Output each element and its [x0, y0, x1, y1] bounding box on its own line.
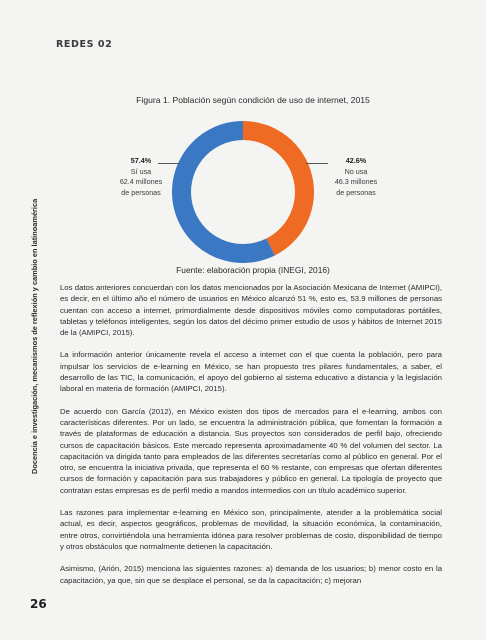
- label-pct: 57.4%: [130, 156, 152, 165]
- chart-label-no-usa: [327, 156, 385, 198]
- paragraph: Los datos anteriores concuerdan con los datos mencionados por la Asociación Mexicana de Internet (AMIPCI), es decir, en el último año el número de usuarios en México alcanzó 51 %, esto es, 53.9 millones de personas cuentan con acceso a internet, primordialmente desde dispositivos móviles como computadoras portátiles, tabletas y teléfonos inteligentes, según los datos del décimo primer estudio de usos y hábitos de Internet 2015 de la (AMIPCI, 2015).: [60, 283, 442, 338]
- paragraph: Las razones para implementar e-learning en México son, principalmente, atender a la problemática social actual, es decir, aspectos geográficos, problemas de movilidad, la situación económica, la contaminación, entre otros, convirtiéndola una herramienta idónea para resolver problemas de costo, disponibilidad de tiempo y otros obstáculos que normalmente detienen la capacitación.: [60, 508, 442, 551]
- label-line2: de personas: [121, 187, 161, 197]
- slice-no-usa: [243, 121, 314, 255]
- page-number: 26: [30, 597, 47, 611]
- donut-chart: [160, 118, 330, 268]
- leader-line-right: [306, 163, 328, 164]
- label-name: Sí usa: [130, 166, 152, 176]
- label-pct: 42.6%: [345, 156, 367, 165]
- chart-label-si-usa: [114, 156, 168, 198]
- paragraph: De acuerdo con García (2012), en México existen dos tipos de mercados para el e-learning, ambos con características diferentes. Por un lado, se encuentra la administración pública, que fomentan la formación a través de plataformas de educación a distancia. Sus proyectos son considerados de perfil bajo, ofreciendo cursos de capacitación básicos. Este mercado representa aproximadamente 40 % del volumen del sector. La capacitación va dirigida tanto para empleados de las diferentes secretarías como al público en general. Por el otro, se encuentra la iniciativa privada, que representa el 60 % restante, con empresas que ofertan diferentes cursos de formación y capacitación para sus trabajadores y público en general. La tipología de proyecto que contratan estas empresas es de perfil medio a mandos intermedios con un título académico superior.: [60, 406, 442, 495]
- figure-source: Fuente: elaboración propia (INEGI, 2016): [176, 265, 330, 275]
- running-header: REDES 02: [56, 39, 113, 50]
- label-line2: de personas: [336, 187, 376, 197]
- label-line1: 62.4 millones: [119, 177, 163, 186]
- figure-caption: Figura 1. Población según condición de uso de internet, 2015: [136, 95, 370, 105]
- paragraph: La información anterior únicamente revela el acceso a internet con el que cuenta la población, pero para impulsar los servicios de e-learning en México, se han propuesto tres pilares fundamentales, a saber, el desarrollo de las TIC, la comunicación, el apoyo del gobierno al sistema educativo a distancia y la legislación laboral en materia de formación (AMIPCI, 2015).: [60, 350, 442, 394]
- label-line1: 46.3 millones: [334, 177, 378, 186]
- label-name: No usa: [344, 166, 368, 176]
- side-section-title: Docencia e investigación, mecanismos de reflexión y cambio en latinoamérica: [30, 198, 39, 474]
- body-text: [60, 282, 442, 597]
- paragraph: Asimismo, (Arión, 2015) menciona las siguientes razones: a) demanda de los usuarios; b) menor costo en la capacitación, ya que, sin que se desplace el personal, se da la capacitación; c) mejoran: [60, 564, 442, 585]
